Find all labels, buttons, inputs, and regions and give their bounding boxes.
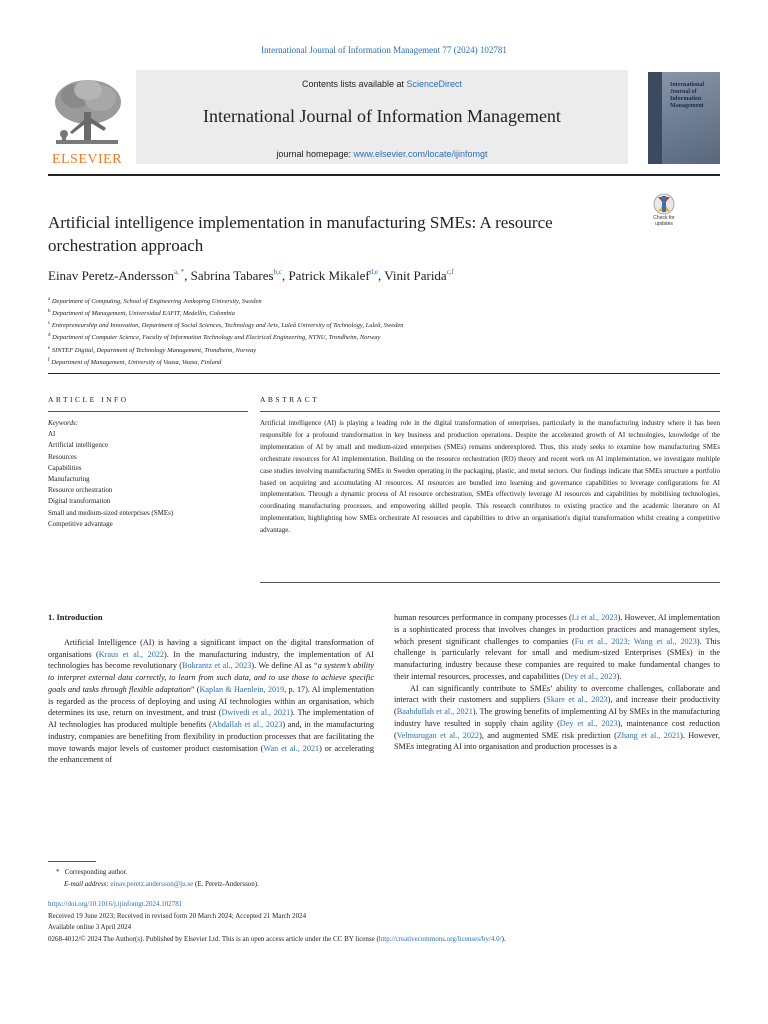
publication-info	[48, 899, 748, 945]
corresponding-mark: *	[56, 868, 60, 876]
affiliation-text: Department of Management, University of Vaasa, Vaasa, Finland	[49, 358, 222, 366]
section-heading-introduction: 1. Introduction	[48, 612, 103, 622]
email-note	[48, 878, 720, 890]
license-suffix: ).	[501, 934, 506, 943]
elsevier-logo[interactable]	[48, 76, 126, 168]
affiliation-item	[48, 307, 720, 319]
keyword-item: Resource orchestration	[48, 486, 113, 495]
journal-masthead	[48, 70, 720, 176]
body-text: ). The implementation of AI technologies has produced multiple benefits (	[48, 708, 375, 729]
section-divider	[48, 373, 720, 374]
body-text: ). This challenge is particularly relevant for small and medium-sized Enterprises (SMEs) in the manufacturing industry because these companies are required to make fundamental changes to their internal resources, processes, and capabilities (	[394, 636, 721, 681]
body-text: ). The growing benefits of implementing AI by SMEs in the manufacturing industry have resulted in supply chain agility (	[394, 707, 720, 728]
journal-cover-thumbnail[interactable]	[648, 72, 720, 164]
citation-link[interactable]: Bokrantz et al., 2023	[182, 661, 252, 671]
crossmark-line-2: updates	[655, 221, 673, 227]
citation-link[interactable]: Wan et al., 2021	[263, 743, 320, 753]
cover-spine	[648, 72, 662, 164]
article-title: Artificial intelligence implementation in manufacturing SMEs: A resource orchestration approach	[48, 213, 553, 255]
license-line	[48, 934, 748, 946]
citation-link[interactable]: Fu et al., 2023; Wang et al., 2023	[574, 636, 697, 646]
corresponding-author-note	[48, 866, 720, 878]
footnotes	[48, 866, 720, 890]
abstract-body: Artificial intelligence (AI) is playing a leading role in the digital transformation of enterprises, particularly in the manufacturing industry where it has been responsible for a profound transformation in key business and production operations. Despite the accelerated growth of AI technologies, knowledge of the implementation of AI by small and medium-sized enterprises (SMEs) remains underexplored. Thus, this study seeks to examine how manufacturing SMEs orchestrate resources for AI implementation. Building on the resource orchestration (RO) theory and recent work on AI implementation, we investigate multiple case studies involving manufacturing SMEs in Sweden operating in the packaging, plastic, and metal sectors. Our findings indicate that SMEs structure a portfolio based on acquiring and accumulating AI resources. AI resources are bundled into learning and governance capabilities to leverage configurations for AI implementation. Through a dynamic process of AI resource orchestration, SMEs effectively leverage AI resources and capabilities by mobilising technologies, coordinating manufacturing processes, and empowering skilled people. This research contributes to existing practice and the academic literature on AI implementation, highlighting how SMEs orchestrate AI resources and capabilities to drive an organisation's digital transformation whilst creating a competitive advantage.	[260, 419, 720, 535]
author-affiliation-mark[interactable]: a, *	[174, 268, 185, 276]
author-name[interactable]: Patrick Mikalef	[288, 268, 370, 283]
keyword-item: Resources	[48, 452, 77, 461]
body-paragraph	[394, 612, 720, 683]
email-link[interactable]: einav.peretz.andersson@ju.se	[110, 880, 194, 888]
affiliation-mark: d	[48, 333, 51, 339]
affiliation-mark: b	[48, 309, 51, 315]
affiliation-item	[48, 356, 720, 368]
body-text: ), and increase their productivity (	[394, 695, 720, 716]
affiliation-list	[48, 295, 720, 368]
body-text: , p. 17). AI implementation is regarded as the process of deploying and using AI technologies within an organisation, which determines its use, return on investment, and trust (	[48, 684, 374, 718]
license-prefix: 0268-4012/© 2024 The Author(s). Published by Elsevier Ltd. This is an open access article under the CC BY license (	[48, 934, 379, 943]
affiliation-mark: e	[48, 345, 51, 351]
keyword-item: Artificial intelligence	[48, 441, 109, 450]
keyword-item: Competitive advantage	[48, 519, 113, 528]
body-text: ).	[616, 671, 622, 681]
affiliation-text: Department of Computer Science, Faculty of Information Technology and Electrical Engineering, NTNU, Trondheim, Norway	[50, 334, 381, 342]
affiliation-mark: c	[48, 321, 51, 327]
citation-link[interactable]: Dey et al., 2023	[564, 671, 617, 681]
author-affiliation-mark[interactable]: d,e	[369, 268, 379, 276]
citation-link[interactable]: Dey et al., 2023	[559, 718, 618, 728]
body-column-left	[48, 612, 374, 766]
sciencedirect-link[interactable]: ScienceDirect	[406, 79, 463, 89]
abstract-end-divider	[260, 582, 720, 583]
journal-homepage	[136, 149, 628, 159]
body-text: human resources performance in company processes (	[394, 613, 572, 622]
citation-link[interactable]: Abdallah et al., 2023	[211, 720, 283, 729]
body-paragraph	[394, 683, 720, 754]
keyword-item: Manufacturing	[48, 475, 90, 484]
author-affiliation-mark[interactable]: b,c	[273, 268, 282, 276]
body-text: AI can significantly contribute to SMEs’ ability to overcome challenges, collaborate and interact with their customers and suppliers (	[394, 683, 720, 705]
body-text: Artificial Intelligence (AI) is having a significant impact on the digital transformation of organisations (	[48, 637, 374, 659]
body-text: ). However, SMEs integrating AI into organisation and production processes is a	[394, 730, 721, 752]
body-text: ). In the manufacturing industry, the implementation of AI technologies has become revolutionary (	[48, 649, 374, 671]
corresponding-text: Corresponding author.	[64, 868, 128, 876]
affiliation-text: Department of Management, Universidad EAFIT, Medellín, Colombia	[50, 310, 235, 318]
check-for-updates-badge[interactable]	[646, 193, 682, 233]
contents-availability	[136, 79, 628, 89]
body-text: ) or accelerating the enhancement of	[48, 743, 374, 765]
affiliation-item	[48, 295, 720, 307]
keyword-item: Digital transformation	[48, 497, 111, 506]
elsevier-wordmark: ELSEVIER	[51, 152, 123, 167]
body-column-right	[394, 612, 720, 753]
journal-band	[136, 70, 628, 164]
author-list: Einav Peretz-Andersson$^{a, *}$, Sabrina Tabares$^{b,c}$, Patrick Mikalef$^{d,e}$, Vinit Parida$^{c,f}$	[48, 268, 454, 283]
citation-link[interactable]: Li et al., 2023	[571, 613, 618, 622]
citation-link[interactable]: Kraus et al., 2022	[98, 649, 165, 659]
journal-title: International Journal of Information Management	[203, 106, 561, 126]
affiliation-item	[48, 331, 720, 343]
keywords-block	[48, 418, 248, 530]
license-link[interactable]: http://creativecommons.org/licenses/by/4.0/	[378, 934, 502, 943]
contents-prefix: Contents lists available at	[301, 79, 407, 89]
abstract-divider	[260, 411, 720, 412]
affiliation-item	[48, 319, 720, 331]
citation-link[interactable]: Skare et al., 2023	[546, 695, 608, 705]
keyword-item: Small and medium-sized enterprises (SMEs)	[48, 508, 174, 517]
received-dates: Received 19 June 2023; Received in revised form 20 March 2024; Accepted 21 March 2024	[48, 911, 307, 920]
footnote-divider	[48, 861, 96, 862]
affiliation-text: SINTEF Digital, Department of Technology Management, Trondheim, Norway	[50, 346, 257, 354]
running-header[interactable]: International Journal of Information Management 77 (2024) 102781	[261, 45, 507, 55]
body-text: ), maintenance cost reduction (	[394, 718, 720, 740]
citation-link[interactable]: Zhang et al., 2021	[616, 730, 681, 740]
body-text: ” (	[190, 684, 200, 694]
affiliation-mark: a	[48, 297, 51, 302]
body-paragraph	[48, 637, 374, 766]
doi-link[interactable]: https://doi.org/10.1016/j.ijinfomgt.2024.102781	[48, 900, 183, 908]
affiliation-mark: f	[48, 357, 50, 363]
body-text: ), and augmented SME risk prediction (	[479, 730, 617, 740]
keyword-list	[48, 429, 248, 530]
affiliation-text: Entrepreneurship and Innovation, Department of Social Sciences, Technology and Arts, Luleå University of Technology, Luleå, Sweden	[50, 322, 404, 330]
citation-link[interactable]: Kaplan & Haenlein, 2019	[199, 684, 285, 694]
keywords-label: Keywords:	[48, 419, 79, 427]
left-paragraphs	[48, 637, 374, 766]
affiliation-item	[48, 344, 720, 356]
crossmark-icon	[646, 193, 682, 215]
keyword-item: Capabilities	[48, 463, 82, 472]
affiliation-text: Department of Computing, School of Engineering Jonkoping University, Sweden	[50, 298, 262, 306]
keyword-item: AI	[48, 430, 56, 439]
email-label: E-mail address:	[64, 880, 109, 888]
crossmark-label	[646, 215, 682, 227]
citation-link[interactable]: Baabdullah et al., 2021	[396, 707, 473, 716]
online-date: Available online 3 April 2024	[48, 923, 132, 931]
homepage-link[interactable]: www.elsevier.com/locate/ijinfomgt	[353, 149, 488, 159]
author-name[interactable]: Einav Peretz-Andersson	[48, 268, 174, 283]
email-owner: (E. Peretz-Andersson).	[194, 880, 259, 888]
citation-link[interactable]: Dwivedi et al., 2021	[221, 708, 291, 718]
definition-quote: a system’s ability to interpret external data correctly, to learn from such data, and to use those to achieve specific goals and tasks through flexible adaptation	[48, 661, 374, 694]
author-name[interactable]: Vinit Parida	[384, 268, 447, 283]
article-info-heading: ARTICLE INFO	[48, 395, 129, 404]
author-name[interactable]: Sabrina Tabares	[190, 268, 274, 283]
body-text: ) and, in the manufacturing industry, companies are benefiting from flexibility in production processes that are facilitating the move towards major levels of customer product customisation (	[48, 720, 374, 753]
article-info-divider	[48, 411, 248, 412]
body-text: ). We define AI as “	[251, 661, 318, 671]
citation-link[interactable]: Velmurugan et al., 2022	[396, 730, 480, 740]
author-affiliation-mark[interactable]: c,f	[446, 268, 454, 276]
homepage-prefix: journal homepage:	[276, 149, 354, 159]
elsevier-tree-icon	[48, 76, 126, 150]
cover-title: International Journal of Information Management	[670, 82, 705, 109]
crossmark-line-1: Check for	[653, 215, 675, 221]
abstract-heading: ABSTRACT	[260, 395, 320, 404]
right-paragraphs	[394, 612, 720, 753]
body-text: ). However, AI implementation is a sophisticated process that involves changes in production practices and management styles, which present significant challenges to companies (	[394, 613, 720, 646]
